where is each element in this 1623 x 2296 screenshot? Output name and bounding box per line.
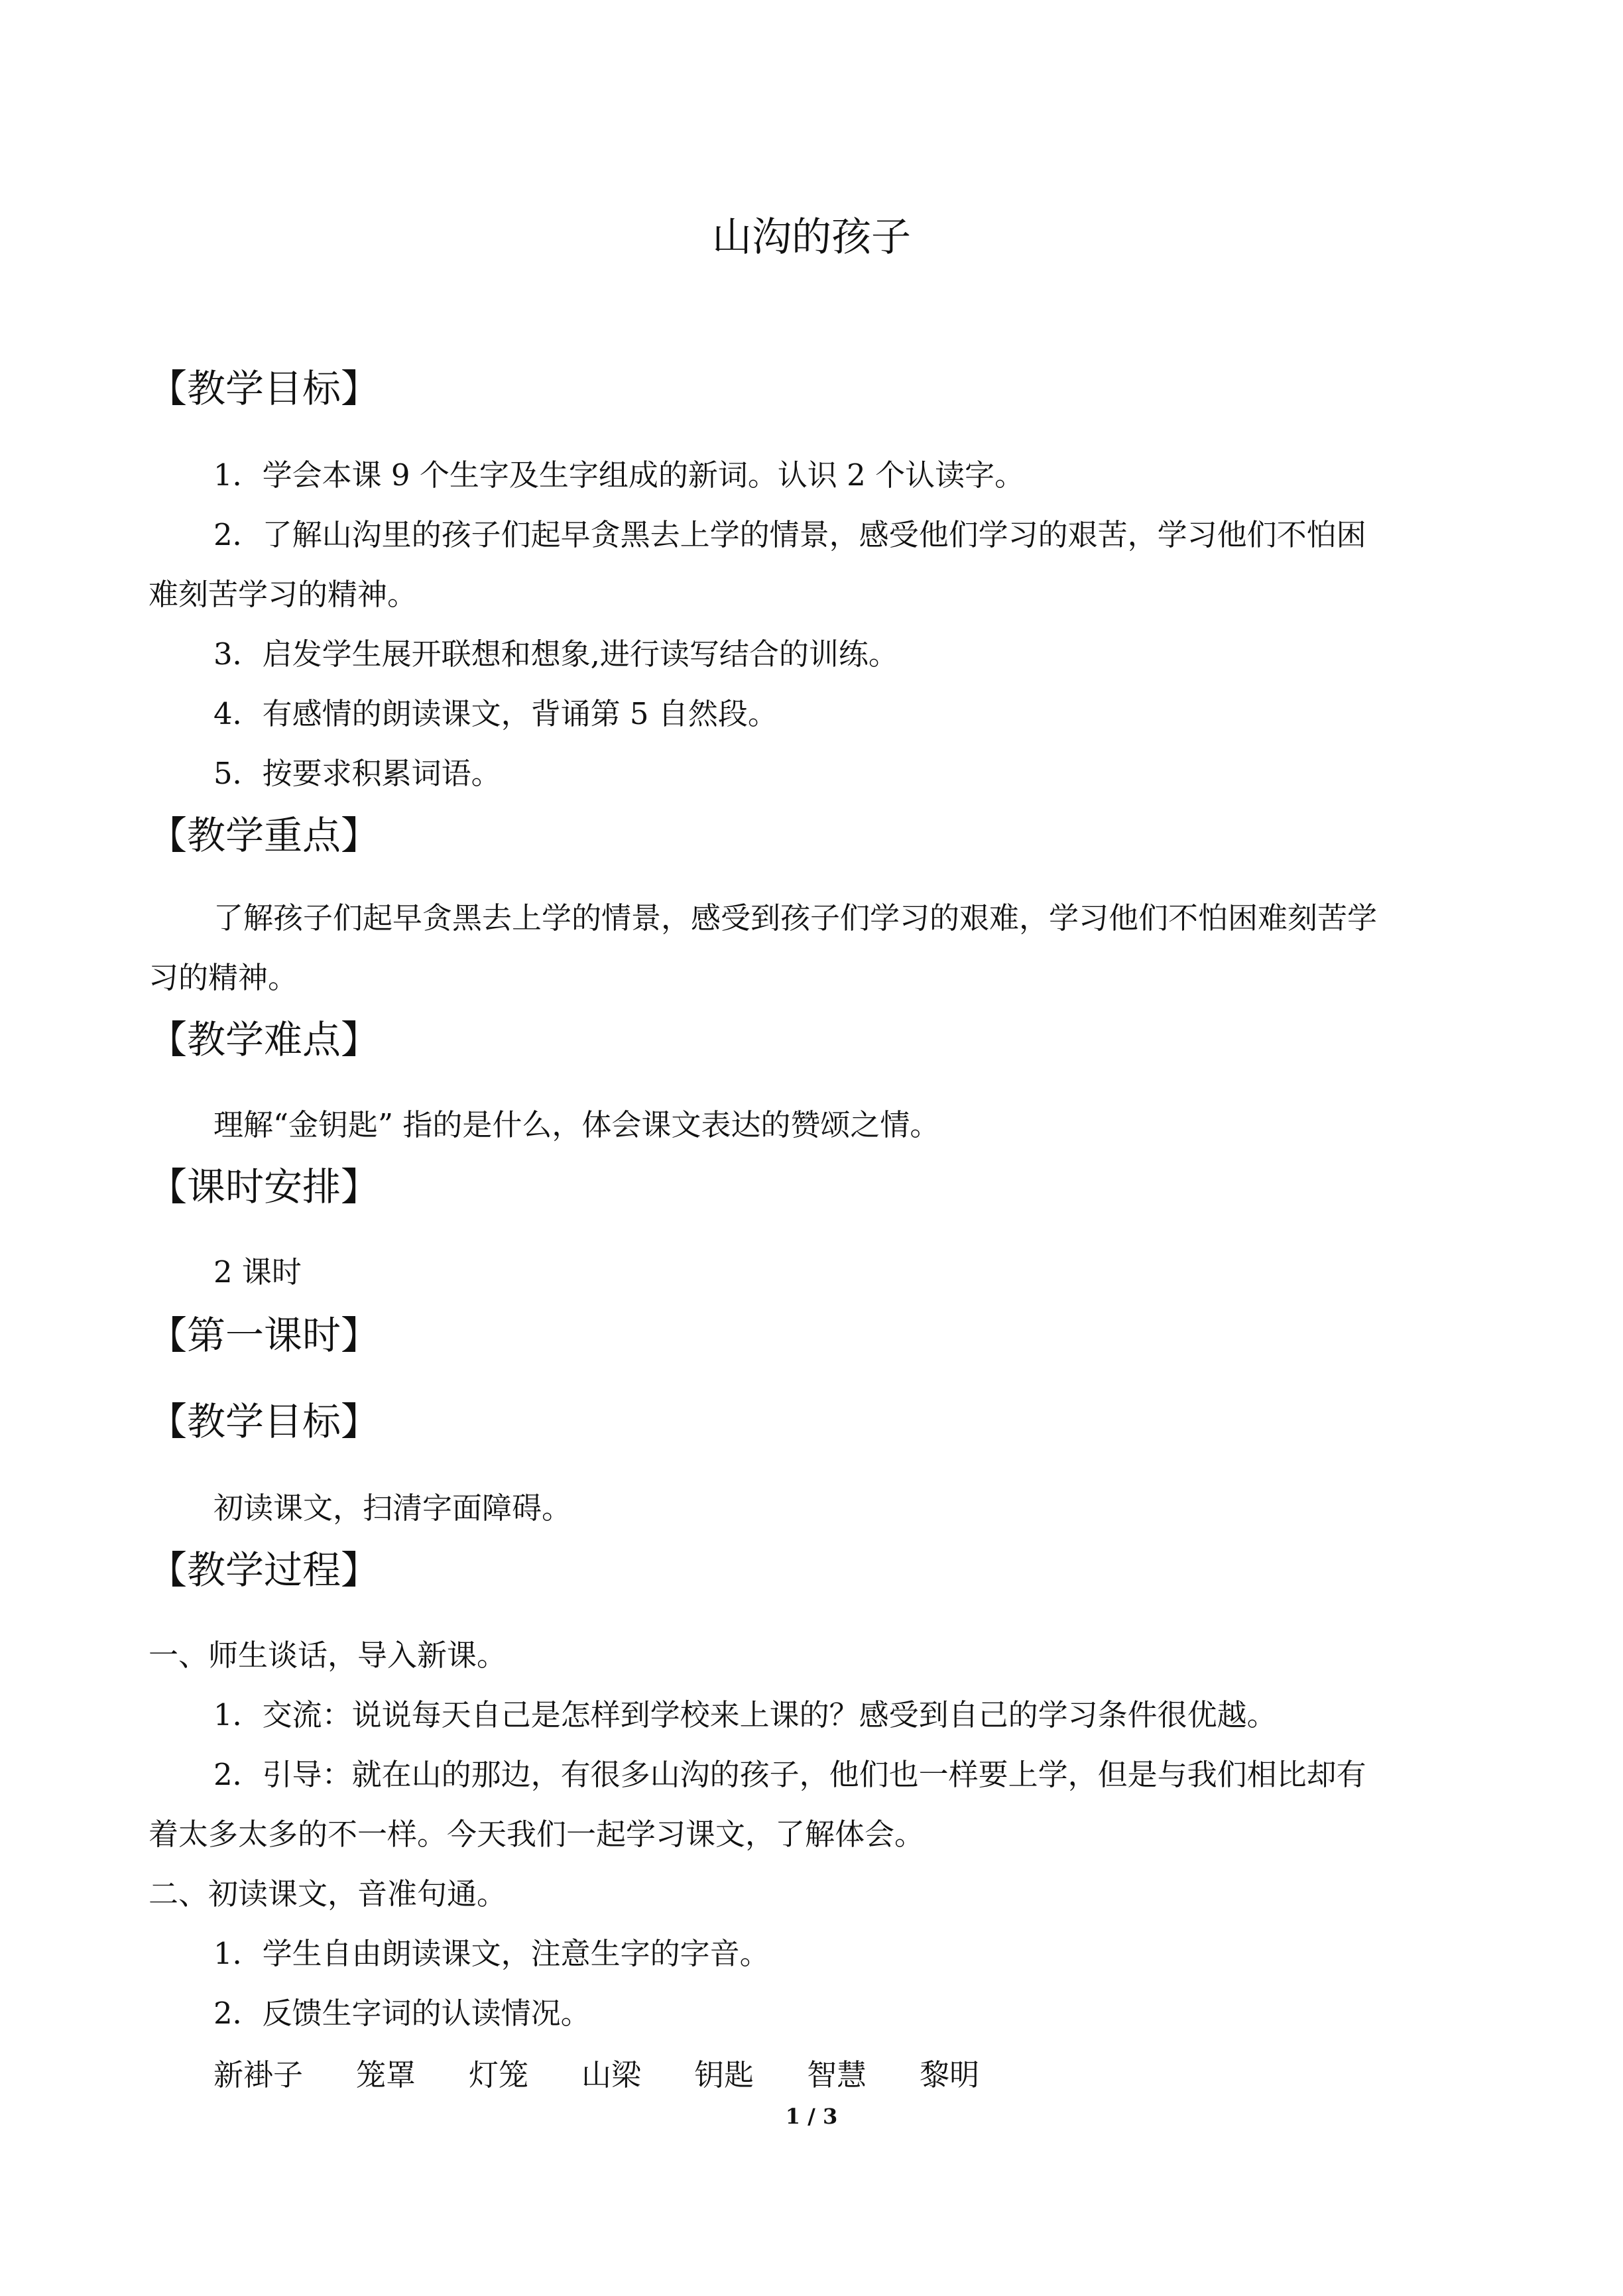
process-step-2: 二、初读课文，音准句通。 — [149, 1876, 507, 1911]
vocab-word: 黎明 — [920, 2057, 980, 2092]
vocab-word: 灯笼 — [469, 2057, 529, 2092]
heading-first-lesson: 【第一课时】 — [149, 1313, 380, 1358]
process-step-1-2: 2．引导：就在山的那边，有很多山沟的孩子，他们也一样要上学，但是与我们相比却有 — [213, 1757, 1366, 1792]
page-number: 1 / 3 — [785, 2104, 838, 2129]
lesson-goal-text: 初读课文，扫清字面障碍。 — [213, 1490, 572, 1526]
heading-schedule: 【课时安排】 — [149, 1164, 380, 1209]
heading-teaching-process: 【教学过程】 — [149, 1547, 380, 1593]
vocab-word: 笼罩 — [356, 2057, 416, 2092]
heading-difficulties: 【教学难点】 — [149, 1017, 380, 1062]
heading-lesson-goals: 【教学目标】 — [149, 1399, 380, 1444]
process-step-2-2: 2．反馈生字词的认读情况。 — [213, 1996, 591, 2031]
vocabulary-list — [213, 2055, 1032, 2095]
heading-key-points: 【教学重点】 — [149, 813, 380, 858]
schedule-text: 2 课时 — [213, 1254, 302, 1290]
heading-teaching-goals: 【教学目标】 — [149, 366, 380, 411]
document-title: 山沟的孩子 — [712, 214, 911, 261]
vocab-word: 钥匙 — [694, 2057, 754, 2092]
vocab-word: 山梁 — [581, 2057, 642, 2092]
key-points-line-2: 习的精神。 — [149, 960, 298, 995]
goal-2-cont: 难刻苦学习的精神。 — [149, 577, 418, 612]
goal-1: 1．学会本课 9 个生字及生字组成的新词。认识 2 个认读字。 — [213, 457, 1025, 493]
process-step-1: 一、师生谈话，导入新课。 — [149, 1638, 507, 1673]
goal-2: 2．了解山沟里的孩子们起早贪黑去上学的情景，感受他们学习的艰苦，学习他们不怕困 — [213, 517, 1366, 552]
process-step-1-2-cont: 着太多太多的不一样。今天我们一起学习课文，了解体会。 — [149, 1817, 925, 1852]
process-step-1-1: 1．交流：说说每天自己是怎样到学校来上课的？感受到自己的学习条件很优越。 — [213, 1697, 1277, 1732]
goal-5: 5．按要求积累词语。 — [213, 756, 501, 791]
goal-4: 4．有感情的朗读课文，背诵第 5 自然段。 — [213, 696, 778, 731]
goal-3: 3．启发学生展开联想和想象,进行读写结合的训练。 — [213, 636, 898, 672]
vocab-word: 智慧 — [807, 2057, 867, 2092]
difficulty-text: 理解“金钥匙” 指的是什么，体会课文表达的赞颂之情。 — [213, 1107, 940, 1142]
process-step-2-1: 1．学生自由朗读课文，注意生字的字音。 — [213, 1936, 770, 1971]
key-points-line-1: 了解孩子们起早贪黑去上学的情景，感受到孩子们学习的艰难，学习他们不怕困难刻苦学 — [213, 900, 1378, 936]
vocab-word: 新褂子 — [213, 2057, 304, 2092]
